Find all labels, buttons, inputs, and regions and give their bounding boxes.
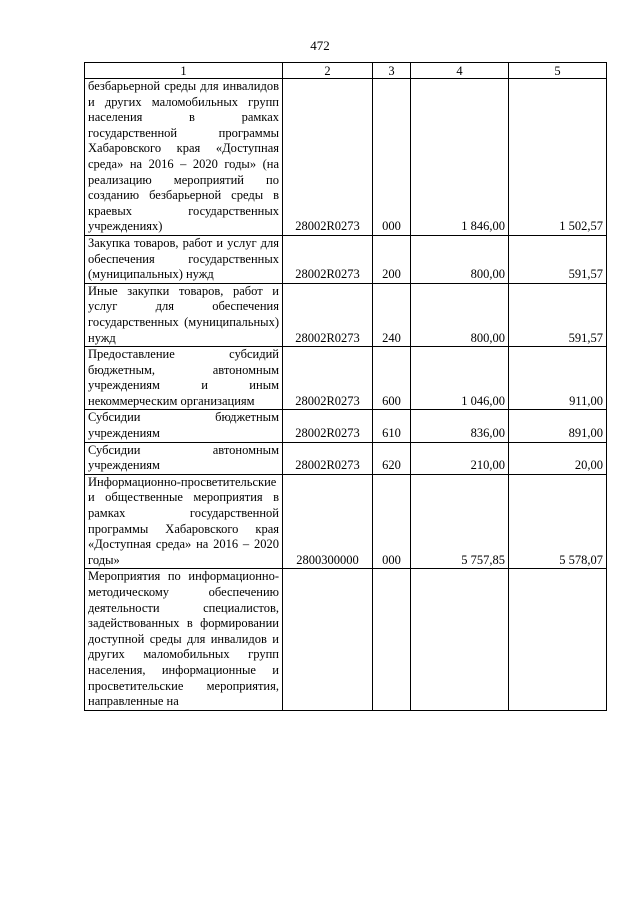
header-row <box>85 63 607 79</box>
page-number: 472 <box>310 38 330 53</box>
row-fact <box>509 569 607 710</box>
row-csr: 2800300000 <box>283 474 373 569</box>
row-csr: 28002R0273 <box>283 235 373 283</box>
table-row <box>85 283 607 346</box>
table-row <box>85 569 607 710</box>
row-csr <box>283 569 373 710</box>
table-row <box>85 410 607 442</box>
row-csr: 28002R0273 <box>283 79 373 236</box>
row-name: Закупка товаров, работ и услуг для обеспечения государственных (муниципальных) нужд <box>85 235 283 283</box>
table-row <box>85 474 607 569</box>
table-row <box>85 347 607 410</box>
row-name: Субсидии бюджетным учреждениям <box>85 410 283 442</box>
row-fact: 591,57 <box>509 235 607 283</box>
column-header-1: 1 <box>85 63 283 79</box>
table-row <box>85 79 607 236</box>
row-plan: 800,00 <box>411 283 509 346</box>
row-csr: 28002R0273 <box>283 410 373 442</box>
row-plan: 1 046,00 <box>411 347 509 410</box>
row-fact: 591,57 <box>509 283 607 346</box>
row-name: безбарьерной среды для инвалидов и других маломобильных групп населения в рамках государственной программы Хабаровского края «Доступная среда» на 2016 – 2020 годы» (на реализацию мероприятий по созданию безбарьерной среды в краевых государственных учреждениях) <box>85 79 283 236</box>
row-fact: 5 578,07 <box>509 474 607 569</box>
column-header-4: 4 <box>411 63 509 79</box>
row-plan: 1 846,00 <box>411 79 509 236</box>
table-row <box>85 442 607 474</box>
row-fact: 20,00 <box>509 442 607 474</box>
row-fact: 1 502,57 <box>509 79 607 236</box>
table-row <box>85 235 607 283</box>
row-name: Информационно-просветительские и общественные мероприятия в рамках государственной программы Хабаровского края «Доступная среда» на 2016 – 2020 годы» <box>85 474 283 569</box>
row-fact: 891,00 <box>509 410 607 442</box>
row-name: Предоставление субсидий бюджетным, автономным учреждениям и иным некоммерческим организациям <box>85 347 283 410</box>
row-vr <box>373 569 411 710</box>
row-vr: 240 <box>373 283 411 346</box>
row-plan <box>411 569 509 710</box>
row-plan: 800,00 <box>411 235 509 283</box>
row-name: Субсидии автономным учреждениям <box>85 442 283 474</box>
row-vr: 610 <box>373 410 411 442</box>
row-csr: 28002R0273 <box>283 347 373 410</box>
row-plan: 5 757,85 <box>411 474 509 569</box>
budget-table <box>84 62 607 711</box>
row-plan: 210,00 <box>411 442 509 474</box>
row-vr: 000 <box>373 79 411 236</box>
row-name: Иные закупки товаров, работ и услуг для обеспечения государственных (муниципальных) нужд <box>85 283 283 346</box>
column-header-5: 5 <box>509 63 607 79</box>
row-plan: 836,00 <box>411 410 509 442</box>
column-header-3: 3 <box>373 63 411 79</box>
column-header-2: 2 <box>283 63 373 79</box>
row-name: Мероприятия по информационно-методическому обеспечению деятельности специалистов, задействованных в формировании доступной среды для инвалидов и других маломобильных групп населения, информационные и просветительские мероприятия, направленные на <box>85 569 283 710</box>
row-fact: 911,00 <box>509 347 607 410</box>
row-csr: 28002R0273 <box>283 283 373 346</box>
row-vr: 600 <box>373 347 411 410</box>
row-vr: 000 <box>373 474 411 569</box>
row-csr: 28002R0273 <box>283 442 373 474</box>
row-vr: 620 <box>373 442 411 474</box>
row-vr: 200 <box>373 235 411 283</box>
